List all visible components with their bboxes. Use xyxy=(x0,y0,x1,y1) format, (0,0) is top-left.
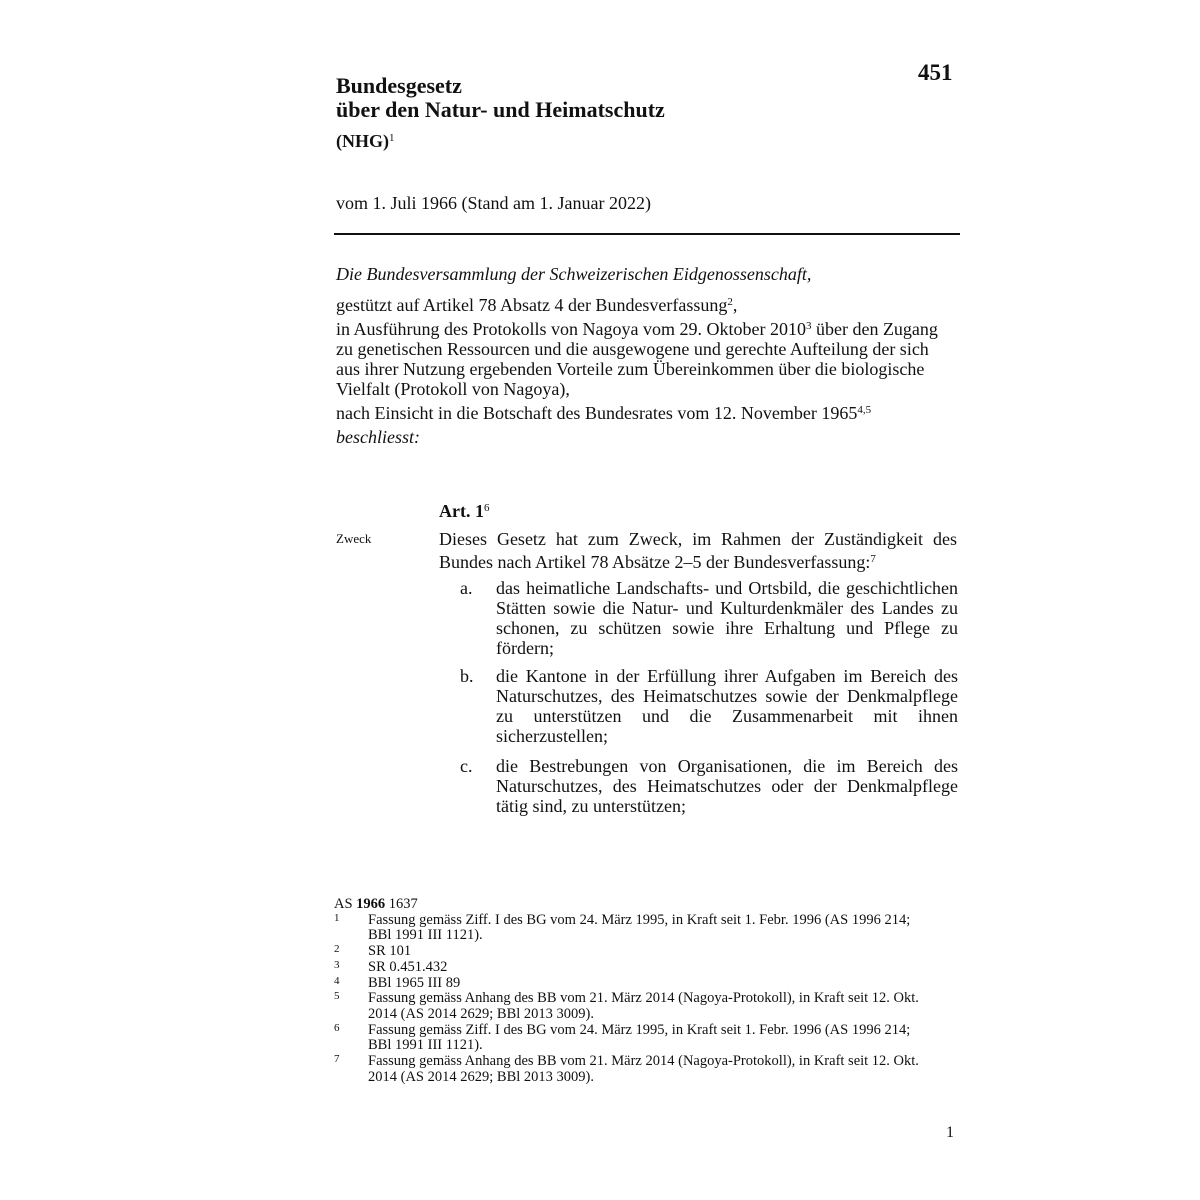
footnote-ref-1[interactable]: 1 xyxy=(389,132,395,144)
footnote: 4 BBl 1965 III 89 xyxy=(334,974,461,991)
title-line-1: Bundesgesetz xyxy=(336,73,462,98)
footnote: 6 Fassung gemäss Ziff. I des BG vom 24. März 1995, in Kraft seit 1. Febr. 1996 (AS 1996 214; BBl 1991 III 1121). xyxy=(334,1021,911,1054)
title-line-2: über den Natur- und Heimatschutz xyxy=(336,97,665,122)
footnote: 5 Fassung gemäss Anhang des BB vom 21. März 2014 (Nagoya-Protokoll), in Kraft seit 12. Okt. 2014 (AS 2014 2629; BBl 2013 3009). xyxy=(334,990,919,1022)
list-item-label: b. xyxy=(460,666,474,686)
list-item-text: die Bestrebungen von Organisationen, die im Bereich des Naturschutzes, des Heimatschutzes oder der Denkmalpflege tätig sind, zu unterstützen; xyxy=(496,756,958,816)
list-item-label: c. xyxy=(460,756,473,776)
header-divider xyxy=(334,233,960,235)
preamble-line-message: nach Einsicht in die Botschaft des Bundesrates vom 12. November 1965$^{4,5}$ xyxy=(336,402,872,423)
article-margin-note: Zweck xyxy=(336,531,372,546)
list-item-text: die Kantone in der Erfüllung ihrer Aufgaben im Bereich des Naturschutzes, des Heimatschutzes sowie der Denkmalpflege zu unterstützen und die Zusammenarbeit mit ihnen sicherzustellen; xyxy=(496,666,958,746)
footnote-ref-4-5[interactable]: 4,5 xyxy=(857,403,872,416)
footnote: 3 SR 0.451.432 xyxy=(334,958,448,975)
sr-number: 451 xyxy=(918,60,953,85)
document-title xyxy=(336,74,665,122)
law-abbreviation xyxy=(336,131,395,152)
footnote-ref-2[interactable]: 2 xyxy=(727,296,733,309)
article-1-intro: Dieses Gesetz hat zum Zweck, im Rahmen der Zuständigkeit des Bundes nach Artikel 78 Absätze 2–5 der Bundesverfassung:$^7$ xyxy=(439,529,957,572)
footnotes xyxy=(334,897,934,1085)
preamble xyxy=(336,264,946,447)
footnote: 7 Fassung gemäss Anhang des BB vom 21. März 2014 (Nagoya-Protokoll), in Kraft seit 12. Okt. 2014 (AS 2014 2629; BBl 2013 3009). xyxy=(334,1053,919,1085)
footnote: 2 SR 101 xyxy=(334,943,412,960)
law-date: vom 1. Juli 1966 (Stand am 1. Januar 2022) xyxy=(336,193,651,213)
preamble-resolution: beschliesst: xyxy=(336,427,420,448)
preamble-intro: Die Bundesversammlung der Schweizerischen Eidgenossenschaft, xyxy=(336,264,812,284)
abbreviation-text: (NHG) xyxy=(336,131,389,151)
list-item-label: a. xyxy=(460,578,473,598)
footnote-ref-7[interactable]: 7 xyxy=(870,553,876,565)
preamble-line-nagoya: in Ausführung des Protokolls von Nagoya vom 29. Oktober 2010$^3$ über den Zugang zu genetischen Ressourcen und die ausgewogene und gerechte Aufteilung der sich aus ihrer Nutzung ergebenden Vorteile zum Übereinkommen über die biologische Vielfalt (Protokoll von Nagoya), xyxy=(336,318,938,400)
page-number: 1 xyxy=(946,1124,954,1141)
as-reference: AS 1966 1637 xyxy=(334,896,418,912)
article-1-title: Art. $1^6$ xyxy=(439,501,490,521)
list-item-text: das heimatliche Landschafts- und Ortsbild, die geschichtlichen Stätten sowie die Natur- und Kulturdenkmäler des Landes zu schonen, zu schützen sowie ihre Erhaltung und Pflege zu fördern; xyxy=(496,578,958,658)
preamble-line-basis: gestützt auf Artikel 78 Absatz 4 der Bundesverfassung$^2$, xyxy=(336,295,738,316)
footnote-ref-6[interactable]: 6 xyxy=(483,502,490,514)
footnote: 1 Fassung gemäss Ziff. I des BG vom 24. März 1995, in Kraft seit 1. Febr. 1996 (AS 1996 214; BBl 1991 III 1121). xyxy=(334,911,911,944)
footnote-ref-3[interactable]: 3 xyxy=(805,319,812,332)
